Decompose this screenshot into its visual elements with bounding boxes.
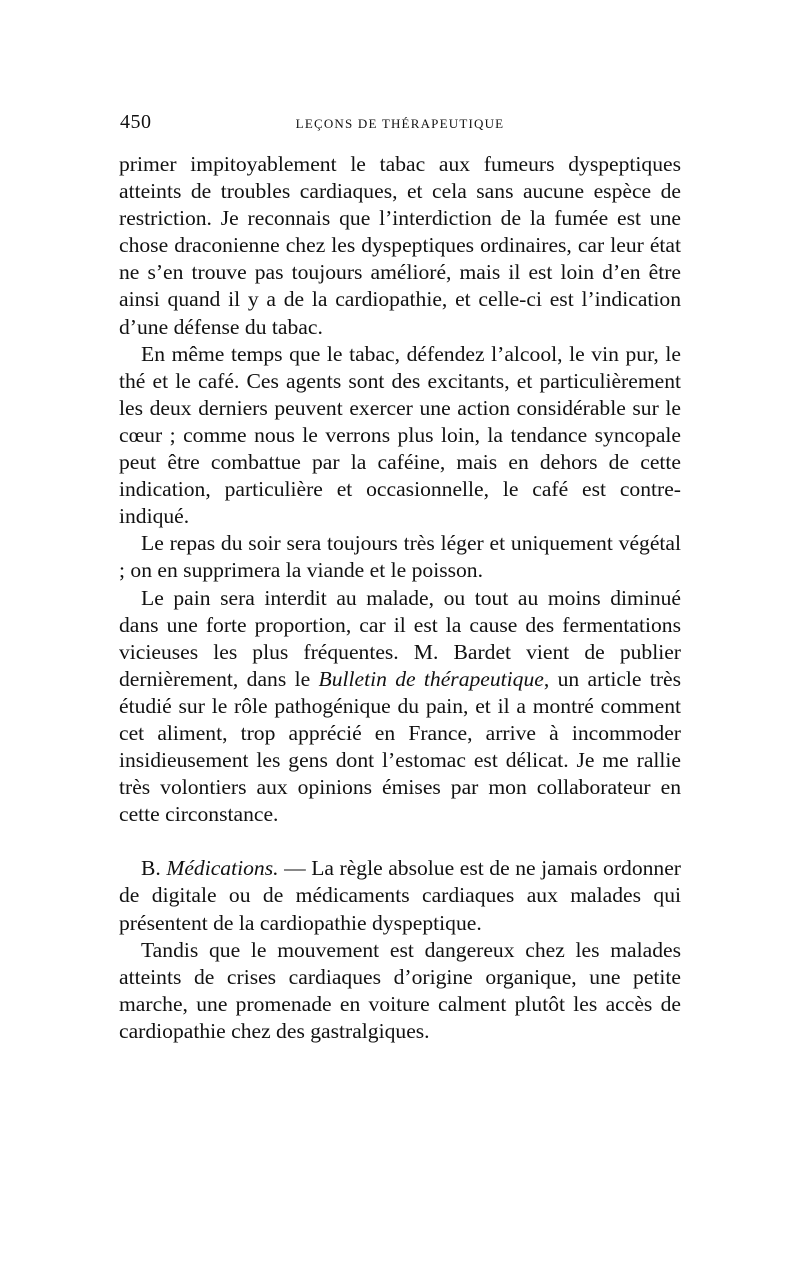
paragraph-medications-text: — La règle absolue est de ne jamais ordonner de digitale ou de médicaments cardiaques aux malades qui présentent de la cardiopathie dyspeptique. [119,856,681,935]
section-title: Médications. [166,856,279,881]
paragraph-bread-text-start: Le pain sera interdit au malade, ou tout au moins diminué dans une forte proportion, car il est la cause des fermentations vicieuses les plus fréquentes. M. Bardet vient de publier dernièrement, dans le [119,585,681,691]
paragraph-continuation: primer impitoyablement le tabac aux fumeurs dyspeptiques atteints de troubles cardiaques, et cela sans aucune espèce de restriction. Je reconnais que l’interdiction de la fumée est une chose draconienne chez les dyspeptiques ordinaires, car leur état ne s’en trouve pas toujours amélioré, mais il est loin d’en être ainsi quand il y a de la cardiopathie, et celle-ci est l’indication d’une défense du tabac. [119,152,681,339]
page-header [120,111,680,135]
paragraph-dinner: Le repas du soir sera toujours très léger et uniquement végétal ; on en supprimera la viande et le poisson. [119,531,681,583]
paragraph-movement: Tandis que le mouvement est dangereux chez les malades atteints de crises cardiaques d’origine organique, une petite marche, une promenade en voiture calment plutôt les accès de cardiopathie chez des gastralgiques. [119,937,681,1043]
paragraph-medications [119,855,681,936]
paragraph-bread [119,585,681,829]
running-title: LEÇONS DE THÉRAPEUTIQUE [295,116,505,131]
bulletin-title: Bulletin de thérapeutique [318,666,544,691]
paragraph-alcohol: En même temps que le tabac, défendez l’alcool, le vin pur, le thé et le café. Ces agents sont des excitants, et particulièrement les deux derniers peuvent exercer une action considérable sur le cœur ; comme nous le verrons plus loin, la tendance syncopale peut être combattue par la caféine, mais en dehors de cette indication, particulière et occasionnelle, le café est contre-indiqué. [119,341,681,529]
body-text [119,151,681,1045]
paragraph-bread-text-end: , un article très étudié sur le rôle pathogénique du pain, et il a montré comment cet aliment, trop apprécié en France, arrive à incommoder insidieusement les gens dont l’estomac est délicat. Je me rallie très volontiers aux opinions émises par mon collaborateur en cette circonstance. [119,666,682,827]
section-label: B. [141,856,161,881]
page-number: 450 [120,111,152,133]
